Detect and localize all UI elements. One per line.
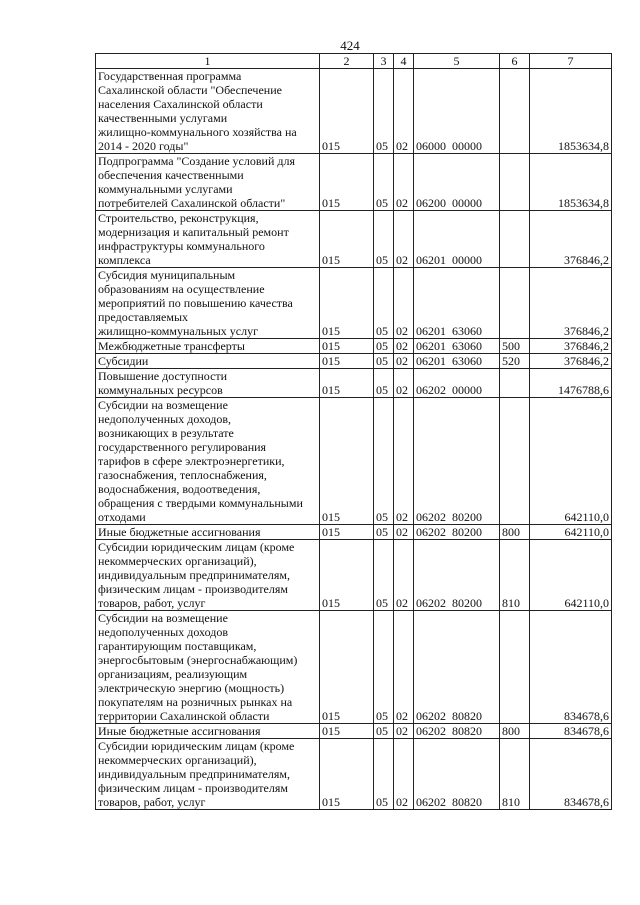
subsection-code: 02 <box>394 339 414 354</box>
target-article-code: 06202 80820 <box>414 724 500 739</box>
row-name: Субсидии на возмещение недополученных доходов гарантирующим поставщикам, энергосбытовым (энергоснабжающим) организациям, реализующим электрическую энергию (мощность) покупателям на розничных рынках на территории Сахалинской области <box>96 611 320 724</box>
subsection-code: 02 <box>394 268 414 339</box>
column-header-3: 3 <box>374 54 394 69</box>
section-code: 05 <box>374 398 394 525</box>
expense-type-code <box>500 369 530 398</box>
amount: 834678,6 <box>530 724 612 739</box>
section-code: 05 <box>374 154 394 211</box>
section-code: 05 <box>374 268 394 339</box>
admin-code: 015 <box>320 525 374 540</box>
column-header-6: 6 <box>500 54 530 69</box>
admin-code: 015 <box>320 398 374 525</box>
amount: 642110,0 <box>530 398 612 525</box>
budget-table <box>95 53 612 810</box>
section-code: 05 <box>374 369 394 398</box>
expense-type-code <box>500 211 530 268</box>
section-code: 05 <box>374 724 394 739</box>
row-name: Повышение доступности коммунальных ресурсов <box>96 369 320 398</box>
amount: 642110,0 <box>530 525 612 540</box>
admin-code: 015 <box>320 724 374 739</box>
target-article-code: 06000 00000 <box>414 69 500 154</box>
target-article-code: 06201 63060 <box>414 268 500 339</box>
table-row <box>96 339 612 354</box>
subsection-code: 02 <box>394 69 414 154</box>
subsection-code: 02 <box>394 354 414 369</box>
section-code: 05 <box>374 339 394 354</box>
row-name: Государственная программа Сахалинской области "Обеспечение населения Сахалинской области качественными услугами жилищно-коммунального хозяйства на 2014 - 2020 годы" <box>96 69 320 154</box>
amount: 1853634,8 <box>530 154 612 211</box>
subsection-code: 02 <box>394 211 414 268</box>
amount: 834678,6 <box>530 739 612 810</box>
expense-type-code <box>500 154 530 211</box>
table-row <box>96 268 612 339</box>
table-row <box>96 69 612 154</box>
expense-type-code: 800 <box>500 724 530 739</box>
table-row <box>96 611 612 724</box>
target-article-code: 06202 00000 <box>414 369 500 398</box>
section-code: 05 <box>374 525 394 540</box>
row-name: Подпрограмма "Создание условий для обеспечения качественными коммунальными услугами потребителей Сахалинской области" <box>96 154 320 211</box>
subsection-code: 02 <box>394 525 414 540</box>
row-name: Субсидии юридическим лицам (кроме некоммерческих организаций), индивидуальным предпринимателям, физическим лицам - производителям товаров, работ, услуг <box>96 540 320 611</box>
amount: 1476788,6 <box>530 369 612 398</box>
amount: 376846,2 <box>530 268 612 339</box>
target-article-code: 06202 80200 <box>414 398 500 525</box>
column-header-7: 7 <box>530 54 612 69</box>
amount: 642110,0 <box>530 540 612 611</box>
expense-type-code <box>500 268 530 339</box>
admin-code: 015 <box>320 611 374 724</box>
target-article-code: 06201 00000 <box>414 211 500 268</box>
row-name: Субсидии на возмещение недополученных доходов, возникающих в результате государственного регулирования тарифов в сфере электроэнергетики, газоснабжения, теплоснабжения, водоснабжения, водоотведения, обращения с твердыми коммунальными отходами <box>96 398 320 525</box>
target-article-code: 06200 00000 <box>414 154 500 211</box>
expense-type-code <box>500 398 530 525</box>
amount: 376846,2 <box>530 339 612 354</box>
subsection-code: 02 <box>394 739 414 810</box>
expense-type-code: 810 <box>500 540 530 611</box>
section-code: 05 <box>374 540 394 611</box>
table-row <box>96 540 612 611</box>
table-row <box>96 211 612 268</box>
section-code: 05 <box>374 611 394 724</box>
target-article-code: 06201 63060 <box>414 354 500 369</box>
target-article-code: 06202 80200 <box>414 540 500 611</box>
table-row <box>96 154 612 211</box>
subsection-code: 02 <box>394 154 414 211</box>
page-number: 424 <box>340 38 360 53</box>
subsection-code: 02 <box>394 540 414 611</box>
table-row <box>96 398 612 525</box>
amount: 834678,6 <box>530 611 612 724</box>
section-code: 05 <box>374 739 394 810</box>
table-row <box>96 525 612 540</box>
expense-type-code: 810 <box>500 739 530 810</box>
expense-type-code <box>500 611 530 724</box>
row-name: Субсидия муниципальным образованиям на осуществление мероприятий по повышению качества предоставляемых жилищно-коммунальных услуг <box>96 268 320 339</box>
target-article-code: 06202 80200 <box>414 525 500 540</box>
column-header-5: 5 <box>414 54 500 69</box>
admin-code: 015 <box>320 540 374 611</box>
row-name: Субсидии <box>96 354 320 369</box>
section-code: 05 <box>374 211 394 268</box>
table-row <box>96 739 612 810</box>
row-name: Межбюджетные трансферты <box>96 339 320 354</box>
amount: 1853634,8 <box>530 69 612 154</box>
expense-type-code: 520 <box>500 354 530 369</box>
table-row <box>96 354 612 369</box>
subsection-code: 02 <box>394 398 414 525</box>
row-name: Иные бюджетные ассигнования <box>96 525 320 540</box>
section-code: 05 <box>374 69 394 154</box>
admin-code: 015 <box>320 69 374 154</box>
row-name: Субсидии юридическим лицам (кроме некоммерческих организаций), индивидуальным предпринимателям, физическим лицам - производителям товаров, работ, услуг <box>96 739 320 810</box>
subsection-code: 02 <box>394 611 414 724</box>
row-name: Строительство, реконструкция, модернизация и капитальный ремонт инфраструктуры коммунального комплекса <box>96 211 320 268</box>
column-header-2: 2 <box>320 54 374 69</box>
subsection-code: 02 <box>394 369 414 398</box>
table-row <box>96 724 612 739</box>
expense-type-code: 800 <box>500 525 530 540</box>
column-header-4: 4 <box>394 54 414 69</box>
subsection-code: 02 <box>394 724 414 739</box>
expense-type-code: 500 <box>500 339 530 354</box>
admin-code: 015 <box>320 354 374 369</box>
section-code: 05 <box>374 354 394 369</box>
target-article-code: 06202 80820 <box>414 739 500 810</box>
admin-code: 015 <box>320 739 374 810</box>
expense-type-code <box>500 69 530 154</box>
target-article-code: 06201 63060 <box>414 339 500 354</box>
column-header-1: 1 <box>96 54 320 69</box>
target-article-code: 06202 80820 <box>414 611 500 724</box>
admin-code: 015 <box>320 154 374 211</box>
admin-code: 015 <box>320 268 374 339</box>
header-row <box>96 54 612 69</box>
admin-code: 015 <box>320 369 374 398</box>
row-name: Иные бюджетные ассигнования <box>96 724 320 739</box>
amount: 376846,2 <box>530 211 612 268</box>
table-row <box>96 369 612 398</box>
admin-code: 015 <box>320 339 374 354</box>
amount: 376846,2 <box>530 354 612 369</box>
admin-code: 015 <box>320 211 374 268</box>
